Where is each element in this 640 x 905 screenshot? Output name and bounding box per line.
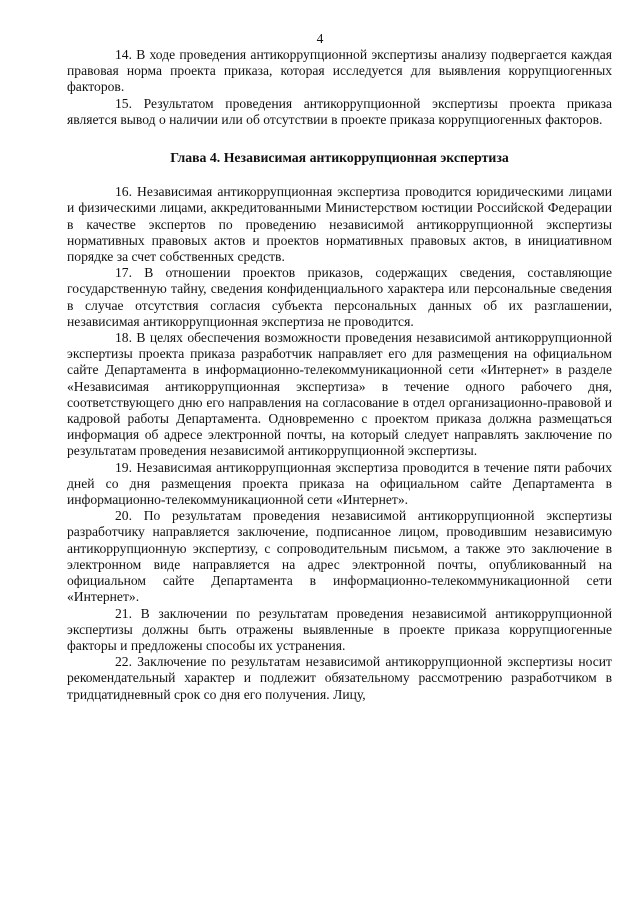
- paragraph-18: 18. В целях обеспечения возможности проведения независимой антикоррупционной экспертизы проекта приказа разработчик направляет его для размещения на официальном сайте Департамента в информационно-телекоммуникационной сети «Интернет» в разделе «Независимая антикоррупционная экспертиза» в течение одного рабочего дня, соответствующего дню его направления на согласование в отдел организационно-правовой и кадровой работы Департамента. Одновременно с проектом приказа должна размещаться информация об адресе электронной почты, на который следует направлять заключение по результатам проведения независимой антикоррупционной экспертизы.: [67, 330, 612, 459]
- paragraph-22: 22. Заключение по результатам независимой антикоррупционной экспертизы носит рекомендательный характер и подлежит обязательному рассмотрению разработчиком в тридцатидневный срок со дня его получения. Лицу,: [67, 654, 612, 702]
- page-number: 4: [316, 31, 324, 46]
- paragraph-15: 15. Результатом проведения антикоррупционной экспертизы проекта приказа является вывод о наличии или об отсутствии в проекте приказа коррупциогенных факторов.: [67, 95, 612, 127]
- chapter-heading: Глава 4. Независимая антикоррупционная экспертиза: [170, 150, 509, 166]
- paragraph-16: 16. Независимая антикоррупционная экспертиза проводится юридическими лицами и физическими лицами, аккредитованными Министерством юстиции Российской Федерации в качестве экспертов по проведению независимой антикоррупционной экспертизы нормативных правовых актов и проектов нормативных правовых актов, в инициативном порядке за счет собственных средств.: [67, 184, 612, 265]
- paragraph-19: 19. Независимая антикоррупционная экспертиза проводится в течение пяти рабочих дней со дня размещения проекта приказа на официальном сайте Департамента в информационно-телекоммуникационной сети «Интернет».: [67, 459, 612, 508]
- paragraph-17: 17. В отношении проектов приказов, содержащих сведения, составляющие государственную тайну, сведения конфиденциального характера или персональные сведения в случае отсутствия согласия субъекта персональных данных об их разглашении, независимая антикоррупционная экспертиза не проводится.: [67, 265, 612, 329]
- paragraph-20: 20. По результатам проведения независимой антикоррупционной экспертизы разработчику направляется заключение, подписанное лицом, проводившим независимую антикоррупционную экспертизу, с сопроводительным письмом, а также это заключение в электронном виде направляется на адрес электронной почты, опубликованный на официальном сайте Департамента в информационно-телекоммуникационной сети «Интернет».: [67, 508, 612, 605]
- paragraph-14: 14. В ходе проведения антикоррупционной экспертизы анализу подвергается каждая правовая норма проекта приказа, которая исследуется для выявления коррупциогенных факторов.: [67, 47, 612, 95]
- document-body: [67, 47, 612, 703]
- paragraph-21: 21. В заключении по результатам проведения независимой антикоррупционной экспертизы должны быть отражены выявленные в проекте приказа коррупциогенные факторы и предложены способы их устранения.: [67, 605, 612, 653]
